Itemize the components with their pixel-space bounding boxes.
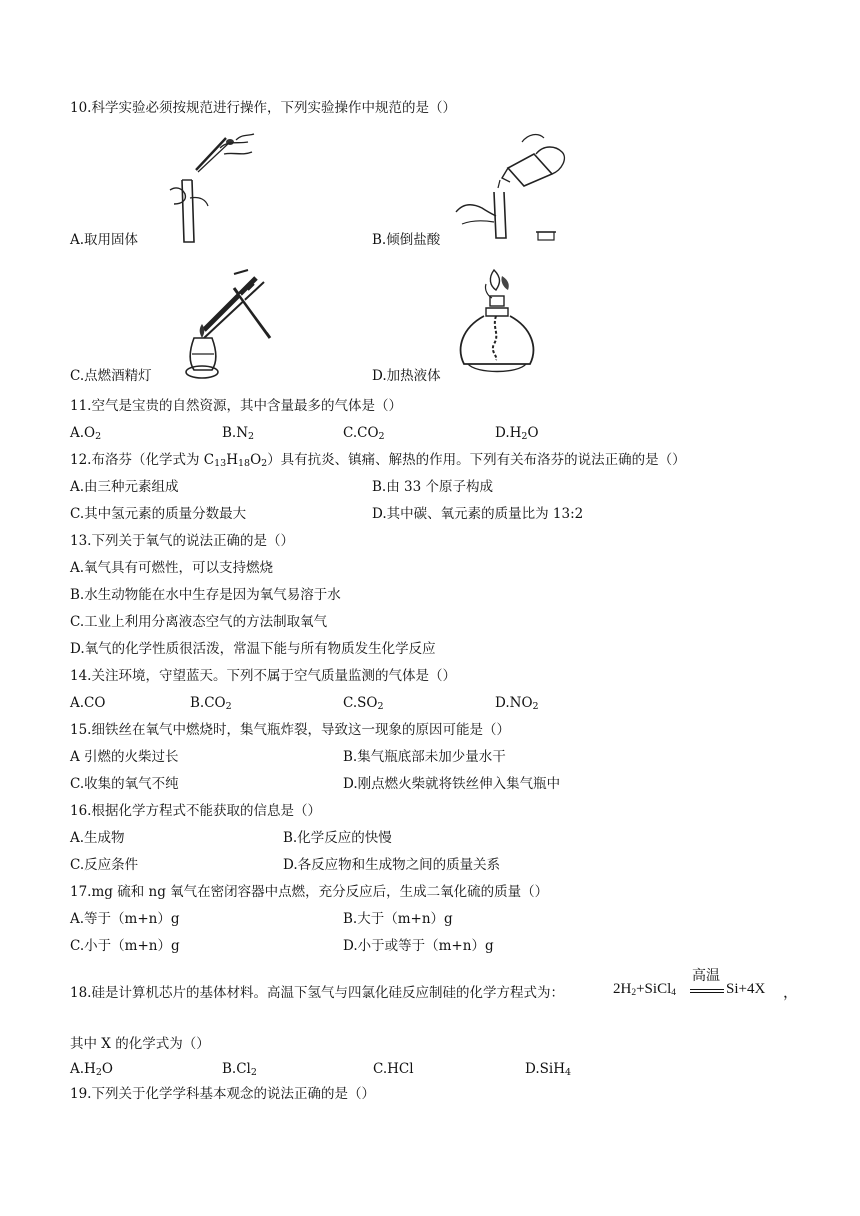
q17-option-c: C.小于（m+n）g [70,938,180,954]
q15-stem: 15.细铁丝在氧气中燃烧时，集气瓶炸裂，导致这一现象的原因可能是（） [70,722,510,738]
q14-option-c: $C.SO_2$ [343,695,384,712]
q18-equation [613,969,813,1005]
q11-option-b: $B.N_2$ [222,425,255,442]
q18-option-c: C.HCl [373,1061,414,1077]
q10-option-b: B.倾倒盐酸 [372,232,441,248]
q10-option-a: A.取用固体 [70,232,139,248]
q10-figure-b-pour-acid [452,128,582,248]
q11-option-a: $A.O_2$ [70,425,102,442]
q14-option-b: $B.CO_2$ [190,695,232,712]
q11-option-c: $C.CO_2$ [343,425,385,442]
q17-option-a: A.等于（m+n）g [70,911,180,927]
q16-stem: 16.根据化学方程式不能获取的信息是（） [70,803,321,819]
q15-option-b: B.集气瓶底部未加少量水干 [343,749,506,765]
q10-figure-c-lamp [174,268,274,382]
q12-option-c: C.其中氢元素的质量分数最大 [70,506,247,522]
q17-option-d: D.小于或等于（m+n）g [343,938,494,954]
q11-stem: 11.空气是宝贵的自然资源，其中含量最多的气体是（） [70,398,402,414]
q18-option-a: $A.H_2O$ [70,1061,113,1078]
q18-stem-2: 其中 X 的化学式为（） [70,1036,210,1052]
q15-option-c: C.收集的氧气不纯 [70,776,179,792]
q14-option-d: $D.NO_2$ [495,695,539,712]
q12-stem: 12.布洛芬（化学式为 $C_{13}H_{18}O_2$）具有抗炎、镇痛、解热的作用。下列有关布洛芬的说法正确的是（） [70,452,686,469]
q18-stem: 18.硅是计算机芯片的基体材料。高温下氢气与四氯化硅反应制硅的化学方程式为： [70,985,564,1001]
q10-figure-a-solid-tongs [168,130,258,246]
q10-option-c: C.点燃酒精灯 [70,368,152,384]
q16-option-c: C.反应条件 [70,857,139,873]
q12-option-d: D.其中碳、氧元素的质量比为 13:2 [372,506,584,522]
q11-option-d: $D.H_2O$ [495,425,539,442]
equation-products: Si+4X [726,981,766,997]
equation-equals-sign [690,989,724,993]
q17-stem: 17.mg 硫和 ng 氧气在密闭容器中点燃，充分反应后，生成二氧化硫的质量（） [70,884,549,900]
q10-option-d: D.加热液体 [372,368,441,384]
q13-option-a: A.氧气具有可燃性，可以支持燃烧 [70,560,274,576]
equation-tail: ， [783,985,799,1001]
q13-option-c: C.工业上利用分离液态空气的方法制取氧气 [70,614,328,630]
q16-option-b: B.化学反应的快慢 [283,830,392,846]
q16-option-d: D.各反应物和生成物之间的质量关系 [283,857,501,873]
q10-stem: 10.科学实验必须按规范进行操作，下列实验操作中规范的是（） [70,100,456,116]
q13-option-d: D.氧气的化学性质很活泼，常温下能与所有物质发生化学反应 [70,641,436,657]
q13-option-b: B.水生动物能在水中生存是因为氧气易溶于水 [70,587,341,603]
q18-option-b: $B.Cl_2$ [222,1061,257,1078]
equation-reactants: $2H_2+SiCl_4$ [613,981,676,998]
q15-option-d: D.刚点燃火柴就将铁丝伸入集气瓶中 [343,776,561,792]
q17-option-b: B.大于（m+n）g [343,911,453,927]
q13-stem: 13.下列关于氧气的说法正确的是（） [70,533,294,549]
q14-option-a: A.CO [70,695,106,711]
q12-option-a: A.由三种元素组成 [70,479,179,495]
q16-option-a: A.生成物 [70,830,125,846]
q19-stem: 19.下列关于化学学科基本观念的说法正确的是（） [70,1086,375,1102]
q14-stem: 14.关注环境，守望蓝天。下列不属于空气质量监测的气体是（） [70,668,456,684]
equation-condition: 高温 [692,969,720,984]
q15-option-a: A 引燃的火柴过长 [70,749,179,765]
q18-option-d: D.SiH$_4$ [525,1061,572,1078]
q12-option-b: B.由 33 个原子构成 [372,479,493,495]
q10-figure-d-heat [454,268,544,382]
